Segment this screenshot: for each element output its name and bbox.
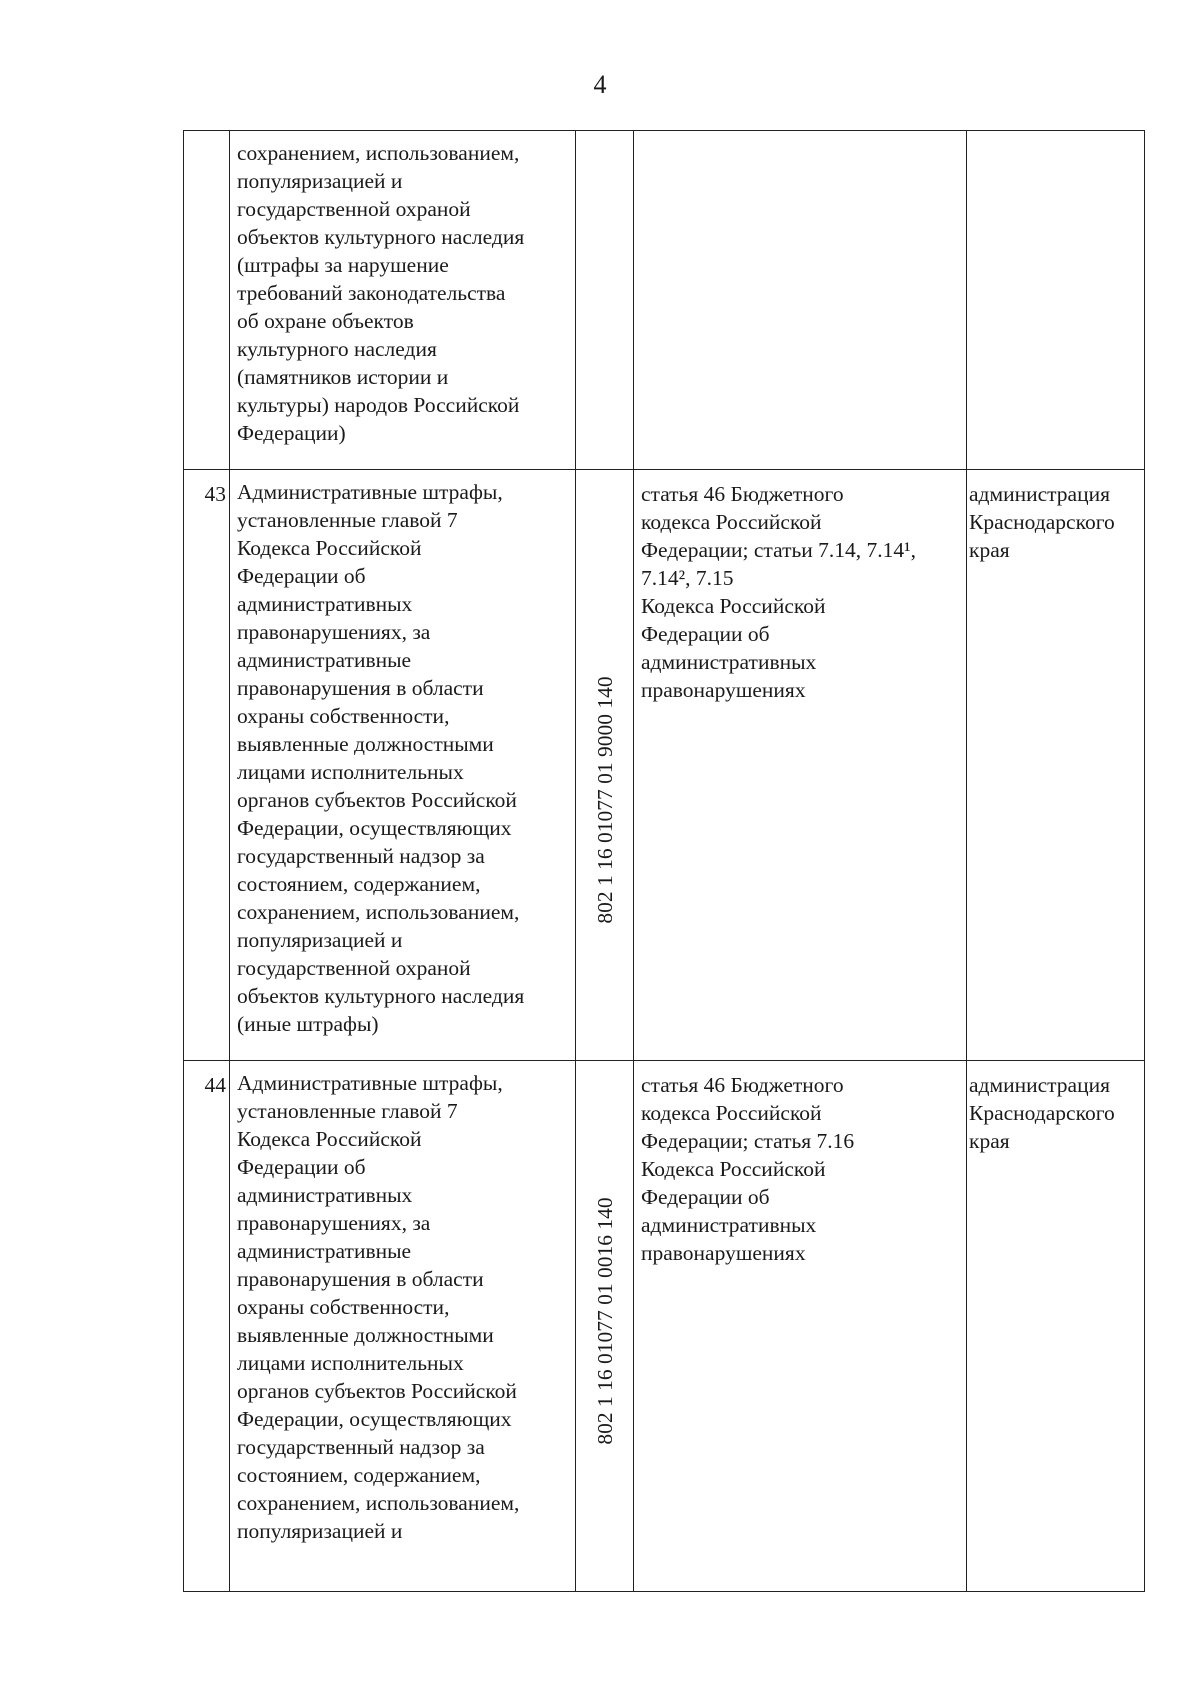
cell-text-line: Кодекса Российской <box>641 1157 826 1181</box>
cell-text-line: Краснодарского <box>969 510 1115 534</box>
cell-text-line: статья 46 Бюджетного <box>641 1073 844 1097</box>
cell-text-line: правонарушения в области <box>237 676 484 700</box>
cell-text-line: государственной охраной <box>237 197 471 221</box>
cell-text-line: требований законодательства <box>237 281 506 305</box>
cell-text-line: охраны собственности, <box>237 1295 450 1319</box>
cell-text-line: состоянием, содержанием, <box>237 872 481 896</box>
cell-text-line: сохранением, использованием, <box>237 141 520 165</box>
cell-text-line: Федерации об <box>641 622 770 646</box>
cell-text-line: администрация <box>969 482 1110 506</box>
cell-text-line: администрация <box>969 1073 1110 1097</box>
cell-text-line: Административные штрафы, <box>237 480 503 504</box>
table-row-continuation <box>184 131 1145 470</box>
cell-text-line: Федерации; статьи 7.14, 7.14¹, <box>641 538 916 562</box>
cell-text-line: лицами исполнительных <box>237 760 464 784</box>
cell-text-line: Кодекса Российской <box>237 536 422 560</box>
cell-text-line: установленные главой 7 <box>237 508 458 532</box>
cell-text-line: Краснодарского <box>969 1101 1115 1125</box>
row-number-cell <box>184 131 230 470</box>
administrator-cell <box>967 1061 1145 1592</box>
cell-text-line: Федерации об <box>237 564 366 588</box>
cell-text-line: объектов культурного наследия <box>237 984 525 1008</box>
cell-text-line: объектов культурного наследия <box>237 225 525 249</box>
table-row-44 <box>184 1061 1145 1592</box>
administrator-cell <box>967 131 1145 470</box>
cell-text-line: государственный надзор за <box>237 844 485 868</box>
cell-text-line: Федерации об <box>641 1185 770 1209</box>
cell-text-line: сохранением, использованием, <box>237 900 520 924</box>
cell-text-line: популяризацией и <box>237 169 403 193</box>
cell-text-line: установленные главой 7 <box>237 1099 458 1123</box>
cell-text-line: края <box>969 1129 1010 1153</box>
cell-text-line: 7.14², 7.15 <box>641 566 734 590</box>
cell-text-line: административных <box>641 1213 817 1237</box>
cell-text-line: выявленные должностными <box>237 1323 494 1347</box>
cell-text-line: административных <box>237 1183 413 1207</box>
cell-text-line: органов субъектов Российской <box>237 1379 517 1403</box>
legal-basis-cell <box>634 1061 967 1592</box>
cell-text-line: Федерации, осуществляющих <box>237 816 512 840</box>
cell-text-line: Федерации, осуществляющих <box>237 1407 512 1431</box>
cell-text-line: (памятников истории и <box>237 365 449 389</box>
cell-text-line: административных <box>641 650 817 674</box>
cell-text-line: Федерации) <box>237 421 346 445</box>
cell-text-line: лицами исполнительных <box>237 1351 464 1375</box>
cell-text-line: выявленные должностными <box>237 732 494 756</box>
cell-text-line: Кодекса Российской <box>641 594 826 618</box>
cell-text-line: административные <box>237 1239 412 1263</box>
cell-text-line: правонарушения в области <box>237 1267 484 1291</box>
cell-text-line: Федерации об <box>237 1155 366 1179</box>
cell-text-line: кодекса Российской <box>641 510 822 534</box>
revenue-code-text: 802 1 16 01077 01 9000 140 <box>592 676 617 924</box>
cell-text-line: административных <box>237 592 413 616</box>
cell-text-line: Кодекса Российской <box>237 1127 422 1151</box>
administrator-cell <box>967 470 1145 1061</box>
cell-text-line: государственный надзор за <box>237 1435 485 1459</box>
revenue-name-cell <box>230 470 576 1061</box>
cell-text-line: кодекса Российской <box>641 1101 822 1125</box>
row-number-cell: 44 <box>184 1061 230 1592</box>
cell-text-line: культуры) народов Российской <box>237 393 520 417</box>
legal-basis-cell <box>634 470 967 1061</box>
cell-text-line: государственной охраной <box>237 956 471 980</box>
revenue-code-cell <box>576 470 634 1061</box>
revenue-code-text: 802 1 16 01077 01 0016 140 <box>592 1197 617 1445</box>
table-row-43 <box>184 470 1145 1061</box>
page-number: 4 <box>593 70 607 99</box>
revenue-code-cell <box>576 131 634 470</box>
cell-text-line: (иные штрафы) <box>237 1012 379 1036</box>
cell-text-line: популяризацией и <box>237 928 403 952</box>
cell-text-line: статья 46 Бюджетного <box>641 482 844 506</box>
revenue-name-cell <box>230 1061 576 1592</box>
cell-text-line: популяризацией и <box>237 1519 403 1543</box>
legal-basis-cell <box>634 131 967 470</box>
cell-text-line: края <box>969 538 1010 562</box>
cell-text-line: сохранением, использованием, <box>237 1491 520 1515</box>
cell-text-line: правонарушениях, за <box>237 1211 431 1235</box>
cell-text-line: культурного наследия <box>237 337 437 361</box>
revenue-code-cell <box>576 1061 634 1592</box>
budget-revenue-table <box>183 130 1145 1592</box>
table-body <box>184 131 1145 1592</box>
cell-text-line: об охране объектов <box>237 309 414 333</box>
cell-text-line: правонарушениях <box>641 1241 806 1265</box>
revenue-name-cell <box>230 131 576 470</box>
cell-text-line: состоянием, содержанием, <box>237 1463 481 1487</box>
cell-text-line: административные <box>237 648 412 672</box>
cell-text-line: (штрафы за нарушение <box>237 253 449 277</box>
row-number-cell: 43 <box>184 470 230 1061</box>
cell-text-line: охраны собственности, <box>237 704 450 728</box>
cell-text-line: органов субъектов Российской <box>237 788 517 812</box>
cell-text-line: Административные штрафы, <box>237 1071 503 1095</box>
cell-text-line: правонарушениях <box>641 678 806 702</box>
cell-text-line: правонарушениях, за <box>237 620 431 644</box>
cell-text-line: Федерации; статья 7.16 <box>641 1129 855 1153</box>
